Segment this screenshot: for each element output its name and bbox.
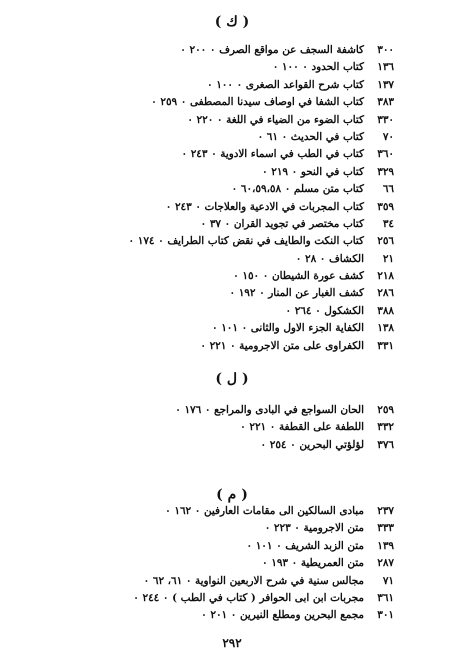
entry-number: ٣٣٣ bbox=[377, 522, 394, 535]
entry-number: ٣٨٣ bbox=[377, 96, 394, 109]
index-entry bbox=[14, 146, 394, 163]
index-entry bbox=[14, 112, 394, 129]
index-entry bbox=[14, 233, 394, 250]
entry-text: كتاب الضوء من الضياء في اللغة ٠ ٢٢٠ ٠ bbox=[187, 113, 364, 126]
section-kaf-list bbox=[14, 42, 394, 355]
entry-text: كتاب المجربات في الادعية والعلاجات ٠ ٢٤٣ ٠ bbox=[165, 200, 364, 213]
section-mim-list bbox=[14, 503, 394, 625]
entry-text: الكفراوى على متن الاجرومية ٠ ٢٢١ ٠ bbox=[200, 339, 364, 352]
entry-text: كشف عورة الشيطان ٠ ١٥٠ ٠ bbox=[233, 270, 364, 283]
entry-text: اللطفة على القطفة ٠ ٢٢١ ٠ bbox=[240, 421, 364, 434]
entry-text: كتاب في الحديث ٠ ٦١ ٠ bbox=[257, 130, 364, 143]
entry-number: ٢١٨ bbox=[377, 270, 394, 283]
entry-text: الكفاية الجزء الاول والثانى ٠ ١٠١ ٠ bbox=[211, 322, 364, 335]
entry-number: ٣٤ bbox=[382, 217, 394, 230]
entry-number: ٣٠١ bbox=[377, 609, 394, 622]
entry-text: مبادى السالكين الى مقامات العارفين ٠ ١٦٢ ٠ bbox=[165, 505, 364, 517]
entry-text: متن الزبد الشريف ٠ ١٠١ ٠ bbox=[246, 539, 364, 552]
entry-number: ١٣٨ bbox=[377, 322, 394, 335]
index-entry bbox=[14, 590, 394, 607]
entry-number: ٣٨٨ bbox=[377, 304, 394, 317]
index-entry bbox=[14, 251, 394, 268]
entry-number: ٣٦١ bbox=[377, 591, 394, 604]
index-entry bbox=[14, 503, 394, 520]
entry-number: ٧٠ bbox=[382, 130, 394, 143]
entry-number: ١٣٧ bbox=[377, 78, 394, 91]
section-lam-list bbox=[14, 402, 394, 454]
entry-number: ٣٢٩ bbox=[377, 165, 394, 178]
entry-number: ٢١ bbox=[382, 252, 394, 265]
entry-text: الحان السواجع في البادى والمراجع ٠ ١٧٦ ٠ bbox=[175, 404, 364, 416]
index-entry bbox=[14, 94, 394, 111]
entry-text: لؤلؤتي البحرين ٠ ٢٥٤ ٠ bbox=[260, 438, 364, 451]
index-entry bbox=[14, 402, 394, 419]
index-entry bbox=[14, 199, 394, 216]
index-entry bbox=[14, 555, 394, 572]
entry-number: ٣٣٠ bbox=[377, 113, 394, 126]
index-entry bbox=[14, 77, 394, 94]
index-entry bbox=[14, 164, 394, 181]
entry-number: ٣٣١ bbox=[377, 339, 394, 352]
entry-number: ٧١ bbox=[382, 574, 394, 587]
entry-number: ١٣٦ bbox=[377, 61, 394, 74]
entry-number: ٢٥٩ bbox=[377, 404, 394, 416]
index-entry bbox=[14, 538, 394, 555]
index-entry bbox=[14, 59, 394, 76]
entry-number: ٢٥٦ bbox=[377, 235, 394, 248]
entry-text: مجمع البحرين ومطلع النيرين ٠ ٢٠١ ٠ bbox=[201, 609, 364, 622]
index-entry bbox=[14, 607, 394, 624]
index-entry bbox=[14, 437, 394, 454]
entry-text: الكشكول ٠ ٢٦٤ ٠ bbox=[285, 304, 364, 317]
entry-text: كتاب متن مسلم ٠ ٦٠،٥٩،٥٨ ٠ bbox=[231, 183, 364, 196]
entry-number: ٣٦٠ bbox=[377, 148, 394, 161]
index-entry bbox=[14, 268, 394, 285]
index-entry bbox=[14, 129, 394, 146]
index-entry bbox=[14, 338, 394, 355]
page-number: ٢٩٢ bbox=[222, 636, 242, 650]
entry-number: ٣٧٦ bbox=[377, 438, 394, 451]
index-entry bbox=[14, 419, 394, 436]
entry-text: متن الاجرومية ٠ ٢٢٣ ٠ bbox=[264, 522, 364, 535]
entry-text: كتاب في النحو ٠ ٢١٩ ٠ bbox=[262, 165, 364, 178]
entry-text: كاشفة السجف عن مواقع الصرف ٠ ٢٠٠ ٠ bbox=[180, 44, 364, 56]
entry-text: كتاب شرح القواعد الصغرى ٠ ١٠٠ ٠ bbox=[207, 78, 364, 91]
entry-number: ١٣٩ bbox=[377, 539, 394, 552]
entry-text: كتاب مختصر في تجويد القران ٠ ٣٧ ٠ bbox=[200, 217, 364, 230]
entry-text: مجربات ابن ابى الحوافر ( كتاب في الطب ) ٠ ٢٤٤ ٠ bbox=[133, 591, 364, 604]
entry-number: ٦٦ bbox=[382, 183, 394, 196]
entry-number: ٢٨٦ bbox=[377, 287, 394, 300]
index-entry bbox=[14, 216, 394, 233]
entry-number: ٣٠٠ bbox=[377, 44, 394, 56]
entry-text: الكشاف ٠ ٢٨ ٠ bbox=[295, 252, 364, 265]
index-entry bbox=[14, 320, 394, 337]
section-heading-kaf: ( ك ) bbox=[214, 14, 250, 30]
entry-text: كتاب الحدود ٠ ١٠٠ ٠ bbox=[272, 61, 364, 74]
entry-text: مجالس سنية في شرح الاربعين النواوية ٠ ٦١، ٦٢ ٠ bbox=[143, 574, 364, 587]
entry-number: ٢٨٧ bbox=[377, 557, 394, 570]
index-entry bbox=[14, 181, 394, 198]
entry-number: ٣٥٩ bbox=[377, 200, 394, 213]
entry-number: ٢٣٧ bbox=[377, 505, 394, 517]
entry-text: كتاب النكت والطايف في نقض كتاب الطرايف ٠ ١٧٤ ٠ bbox=[128, 235, 364, 248]
entry-text: كتاب الشفا في اوصاف سيدنا المصطفى ٠ ٢٥٩ ٠ bbox=[151, 96, 364, 109]
index-entry bbox=[14, 520, 394, 537]
entry-text: متن العمريطية ٠ ١٩٣ ٠ bbox=[262, 557, 364, 570]
index-entry bbox=[14, 303, 394, 320]
entry-text: كشف الغبار عن المنار ٠ ١٩٢ ٠ bbox=[229, 287, 364, 300]
entry-number: ٣٣٢ bbox=[377, 421, 394, 434]
entry-text: كتاب في الطب في اسماء الادوية ٠ ٢٤٣ ٠ bbox=[181, 148, 364, 161]
section-heading-lam: ( ل ) bbox=[215, 371, 249, 387]
index-entry bbox=[14, 573, 394, 590]
section-heading-mim: ( م ) bbox=[216, 487, 248, 503]
index-entry bbox=[14, 42, 394, 59]
index-entry bbox=[14, 285, 394, 302]
